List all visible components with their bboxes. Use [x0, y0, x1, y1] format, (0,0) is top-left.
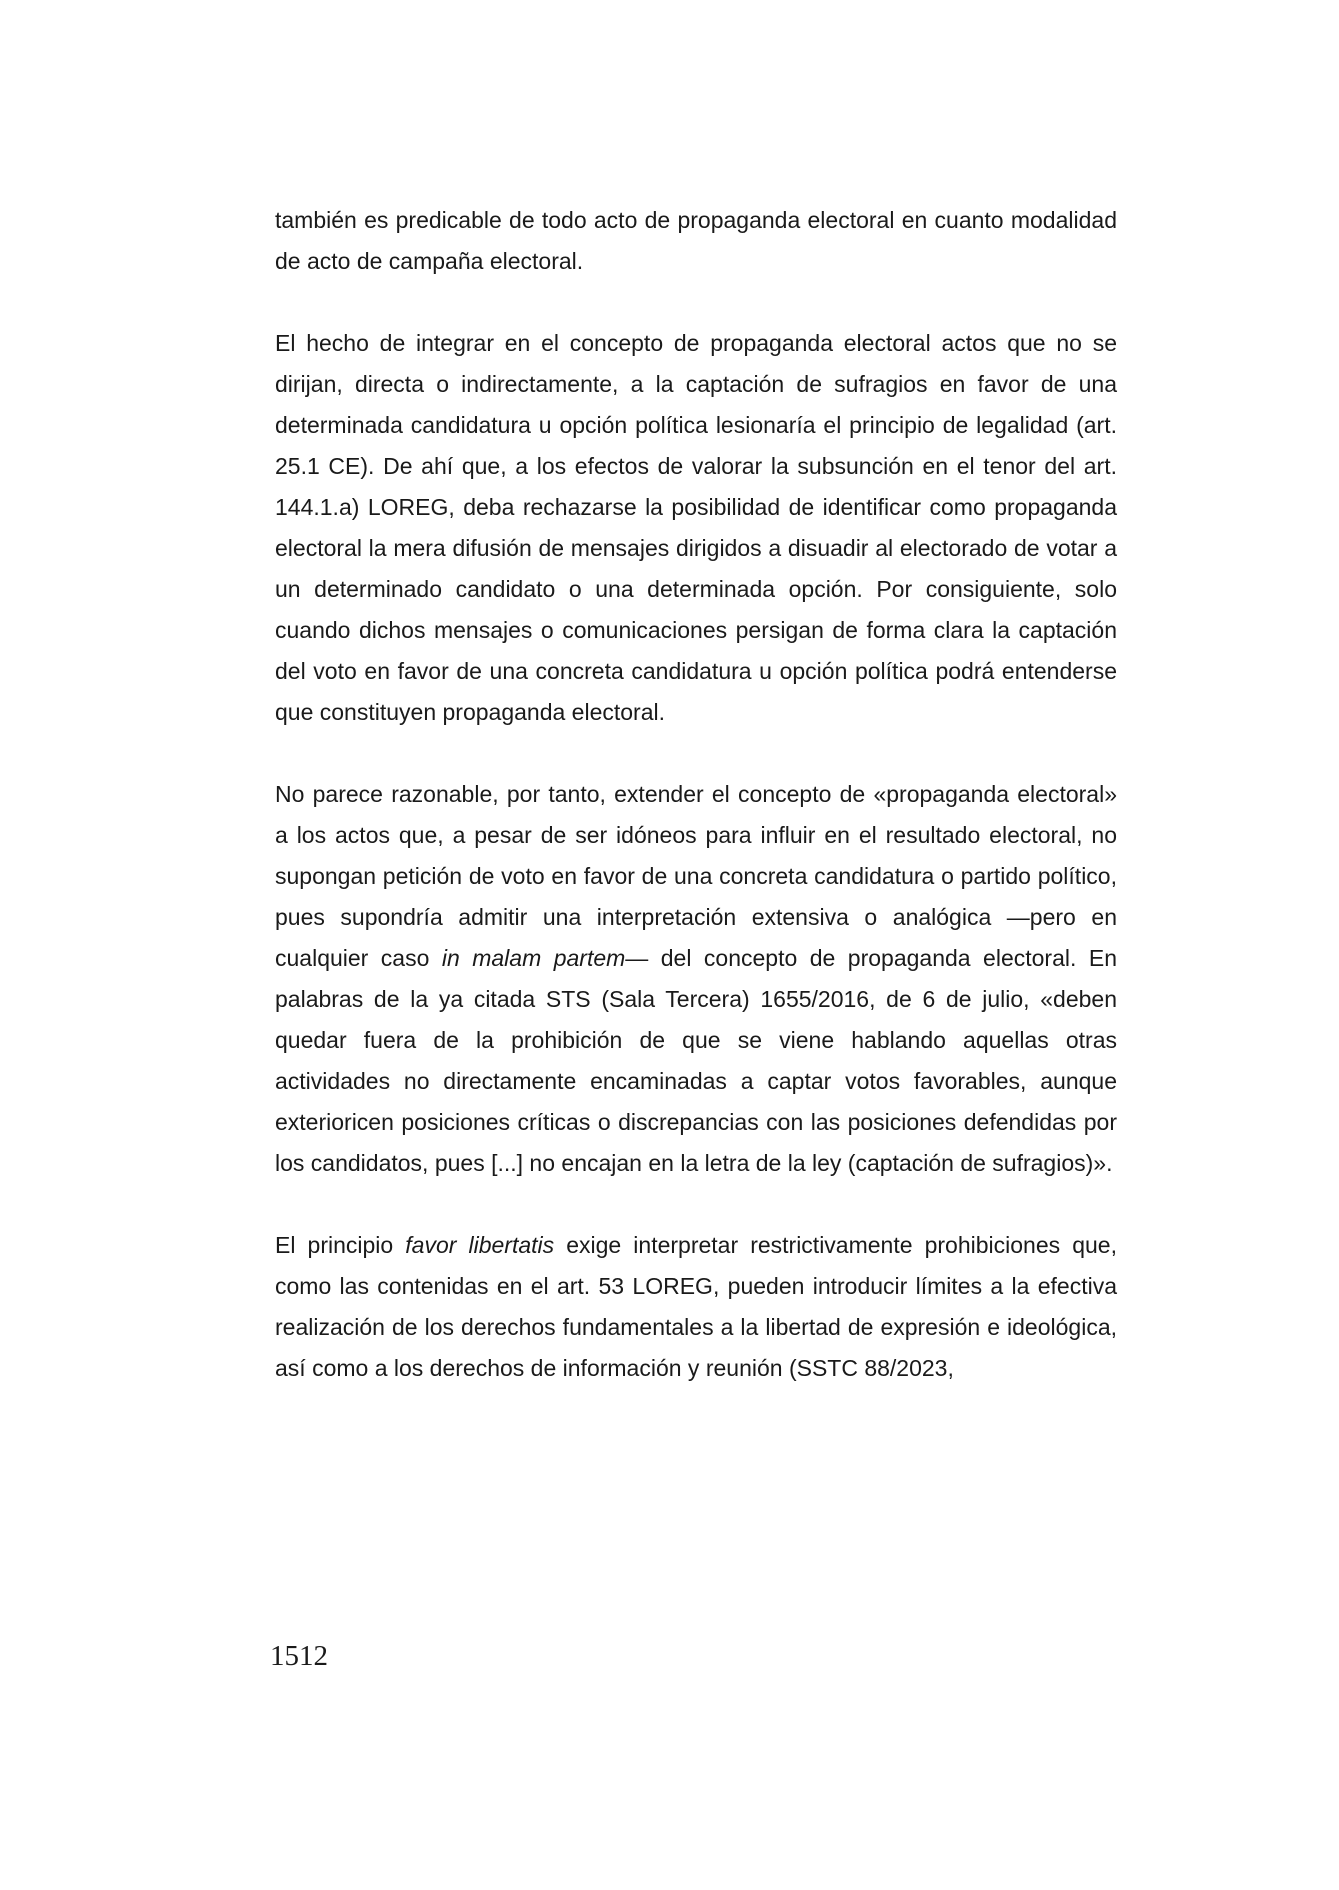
paragraph-3-text-a: No parece razonable, por tanto, extender el concepto de «propaganda electoral» a los actos que, a pesar de ser idóneos para influir en el resultado electoral, no supongan petición de voto en favor de una concreta candidatura o partido político, pues supondría admitir una interpretación extensiva o analógica —pero en cualquier caso — [275, 781, 1117, 971]
paragraph-2-text: El hecho de integrar en el concepto de propaganda electoral actos que no se dirijan, directa o indirectamente, a la captación de sufragios en favor de una determinada candidatura u opción política lesionaría el principio de legalidad (art. 25.1 CE). De ahí que, a los efectos de valorar la subsunción en el tenor del art. 144.1.a) LOREG, deba rechazarse la posibilidad de identificar como propaganda electoral la mera difusión de mensajes dirigidos a disuadir al electorado de votar a un determinado candidato o una determinada opción. Por consiguiente, solo cuando dichos mensajes o comunicaciones persigan de forma clara la captación del voto en favor de una concreta candidatura u opción política podrá entenderse que constituyen propaganda electoral. — [275, 330, 1117, 725]
paragraph-3-text-b: — del concepto de propaganda electoral. En palabras de la ya citada STS (Sala Tercera) 1655/2016, de 6 de julio, «deben quedar fuera de la prohibición de que se viene hablando aquellas otras actividades no directamente encaminadas a captar votos favorables, aunque exterioricen posiciones críticas o discrepancias con las posiciones defendidas por los candidatos, pues [...] no encajan en la letra de la ley (captación de sufragios)». — [275, 945, 1117, 1176]
paragraph-4-text-a: El principio — [275, 1232, 406, 1258]
body-text — [275, 200, 1117, 1389]
page-number: 1512 — [270, 1640, 328, 1672]
paragraph-4-italic-phrase: favor libertatis — [405, 1232, 555, 1258]
paragraph-1 — [275, 200, 1117, 282]
paragraph-1-text: también es predicable de todo acto de propaganda electoral en cuanto modalidad de acto de campaña electoral. — [275, 207, 1117, 274]
paragraph-3 — [275, 774, 1117, 1184]
paragraph-2 — [275, 323, 1117, 733]
paragraph-3-italic-phrase: in malam partem — [441, 945, 626, 971]
paragraph-4 — [275, 1225, 1117, 1389]
paragraph-4-text-b: exige interpretar restrictivamente prohibiciones que, como las contenidas en el art. 53 LOREG, pueden introducir límites a la efectiva realización de los derechos fundamentales a la libertad de expresión e ideológica, así como a los derechos de información y reunión (SSTC 88/2023, — [275, 1232, 1117, 1381]
